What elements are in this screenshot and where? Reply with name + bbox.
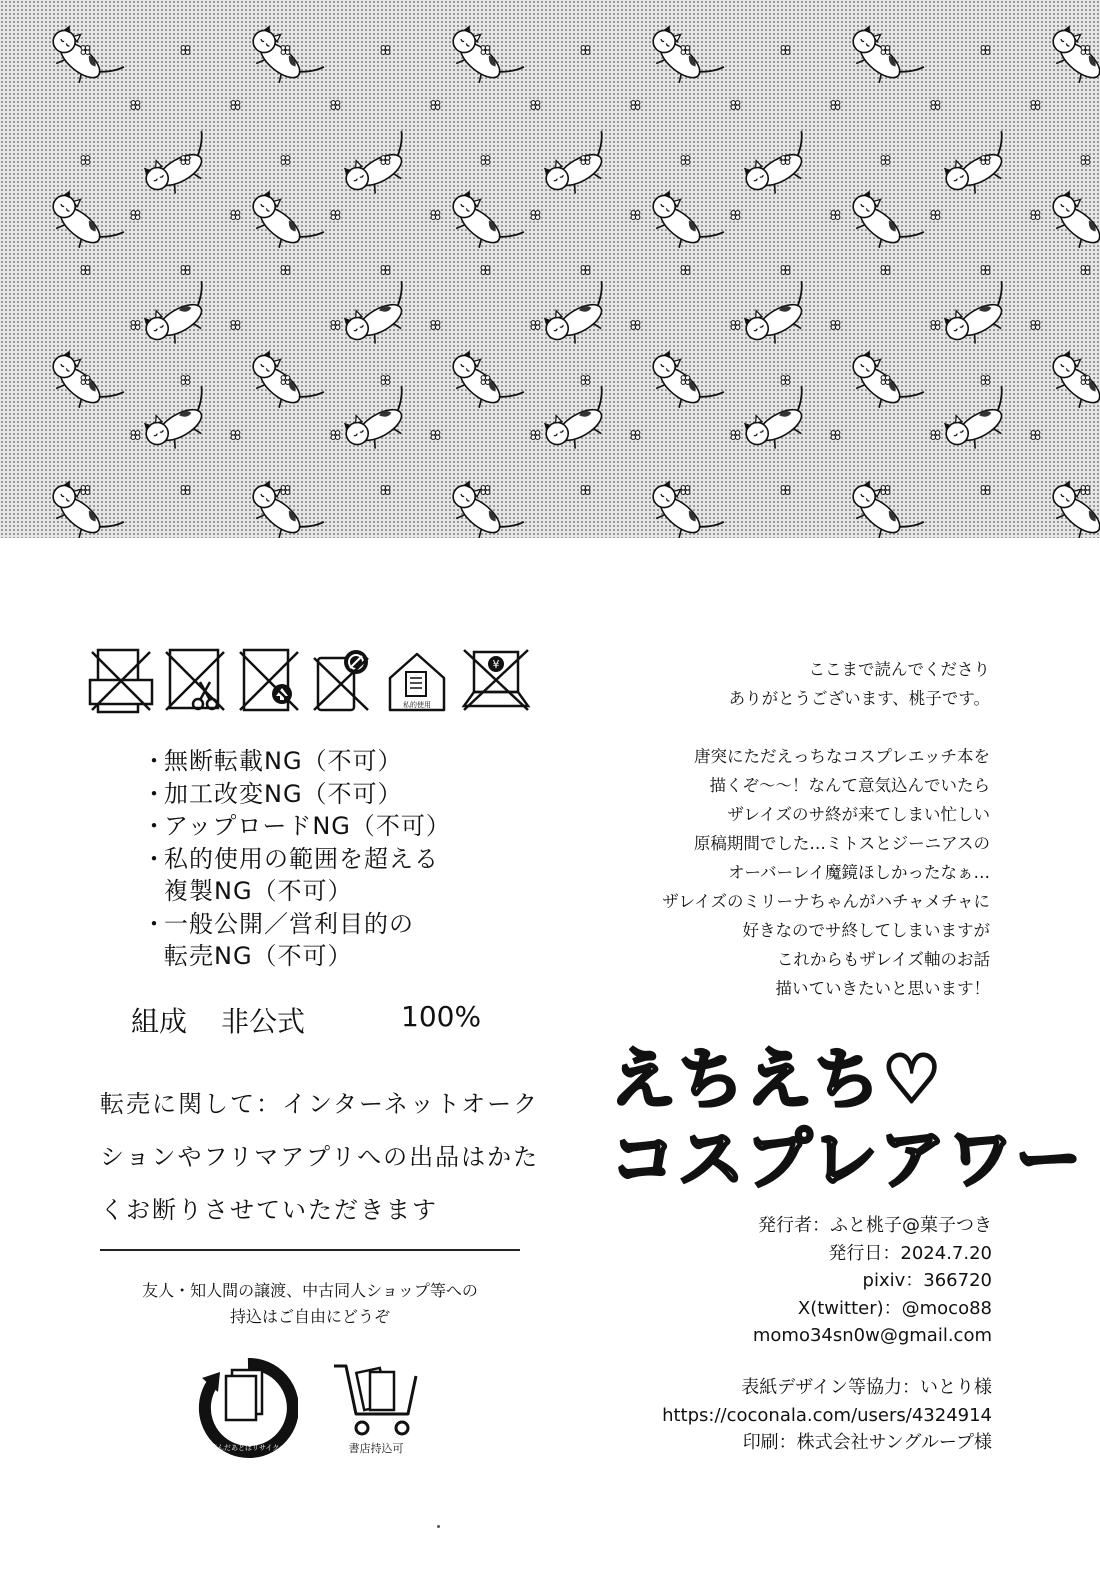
cat-icon xyxy=(842,185,924,263)
clover-icon xyxy=(631,431,640,440)
clover-icon xyxy=(731,101,740,110)
clover-icon xyxy=(531,431,540,440)
clover-icon xyxy=(1081,266,1090,275)
clover-icon xyxy=(481,156,490,165)
private-use-label: 私的使用 xyxy=(403,701,431,709)
cat-icon xyxy=(442,475,524,538)
clover-icon xyxy=(1081,486,1090,495)
composition-percent: 100% xyxy=(401,1000,482,1033)
clover-icon xyxy=(231,211,240,220)
no-copy-icon xyxy=(88,648,154,714)
cat-icon xyxy=(1042,475,1100,538)
clover-icon xyxy=(131,321,140,330)
cat-icon xyxy=(738,281,822,353)
clover-icon xyxy=(181,46,190,55)
clover-icon xyxy=(831,321,840,330)
resale-notice: 転売に関して：インターネットオークションやフリマアプリへの出品はかたくお断りさせていただきます xyxy=(100,1090,540,1224)
clover-icon xyxy=(131,211,140,220)
clover-icon xyxy=(181,376,190,385)
clover-icon xyxy=(631,101,640,110)
ng-list xyxy=(142,745,542,973)
divider xyxy=(100,1249,520,1251)
clover-icon xyxy=(581,46,590,55)
clover-icon xyxy=(281,266,290,275)
cat-icon xyxy=(738,386,822,458)
cat-icon xyxy=(938,281,1022,353)
title-line-1: えちえち♡ xyxy=(610,1041,944,1118)
shop-cart-icon xyxy=(330,1362,422,1458)
prohibition-icons xyxy=(88,648,538,718)
clover-icon xyxy=(1031,431,1040,440)
cat-icon xyxy=(42,185,124,263)
clover-icon xyxy=(531,321,540,330)
clover-icon xyxy=(781,486,790,495)
pixiv-id: pixiv：366720 xyxy=(862,1270,992,1291)
clover-icon xyxy=(181,266,190,275)
cat-icon xyxy=(538,131,622,203)
clover-icon xyxy=(731,211,740,220)
cat-icon xyxy=(338,386,422,458)
clover-icon xyxy=(881,266,890,275)
clover-icon xyxy=(1031,321,1040,330)
clover-icon xyxy=(381,46,390,55)
clover-icon xyxy=(431,321,440,330)
clover-icon xyxy=(781,376,790,385)
clover-icon xyxy=(431,431,440,440)
cat-icon xyxy=(242,475,324,538)
clover-icon xyxy=(331,321,340,330)
book-title xyxy=(610,1040,1084,1200)
clover-icon xyxy=(381,266,390,275)
no-phone-icon xyxy=(310,648,376,714)
composition-label: 組成 xyxy=(131,1005,188,1038)
clover-icon xyxy=(131,101,140,110)
clover-icon xyxy=(781,266,790,275)
ng-item: ・ 一般公開／営利目的の 転売NG（不可） xyxy=(142,909,414,970)
cat-icon xyxy=(642,185,724,263)
clover-icon xyxy=(831,211,840,220)
clover-icon xyxy=(231,321,240,330)
clover-icon xyxy=(131,431,140,440)
clover-icon xyxy=(81,266,90,275)
stray-mark xyxy=(437,1525,440,1528)
clover-icon xyxy=(531,211,540,220)
clover-icon xyxy=(781,46,790,55)
cat-icon xyxy=(138,131,222,203)
clover-icon xyxy=(731,321,740,330)
cat-pattern xyxy=(0,0,1100,538)
clover-icon xyxy=(931,431,940,440)
design-credit: 表紙デザイン等協力：いとり様 xyxy=(741,1377,992,1398)
clover-icon xyxy=(681,156,690,165)
clover-icon xyxy=(631,321,640,330)
publish-date: 発行日：2024.7.20 xyxy=(828,1242,992,1264)
cat-icon xyxy=(442,185,524,263)
cat-icon xyxy=(242,185,324,263)
clover-icon xyxy=(331,101,340,110)
cat-pattern-background xyxy=(0,0,1100,538)
afterword-paragraph: ここまで読んでくださり ありがとうございます、桃子です。 xyxy=(728,660,990,708)
cat-icon xyxy=(842,475,924,538)
clover-icon xyxy=(81,156,90,165)
clover-icon xyxy=(681,486,690,495)
clover-icon xyxy=(181,486,190,495)
twitter-handle: X(twitter)：@moco88 xyxy=(797,1297,992,1319)
cat-icon xyxy=(138,281,222,353)
clover-icon xyxy=(1031,211,1040,220)
cat-icon xyxy=(242,20,324,98)
clover-icon xyxy=(731,431,740,440)
cat-icon xyxy=(338,281,422,353)
cat-icon xyxy=(1042,20,1100,98)
cat-icon xyxy=(642,20,724,98)
recycle-label: 読んだあとはリサイクル xyxy=(209,1444,287,1452)
clover-icon xyxy=(481,266,490,275)
clover-icon xyxy=(431,101,440,110)
cat-icon xyxy=(738,131,822,203)
clover-icon xyxy=(431,211,440,220)
clover-icon xyxy=(831,431,840,440)
clover-icon xyxy=(581,266,590,275)
clover-icon xyxy=(1081,156,1090,165)
svg-text:¥: ¥ xyxy=(492,658,500,671)
clover-icon xyxy=(581,376,590,385)
clover-icon xyxy=(1031,101,1040,110)
clover-icon xyxy=(81,486,90,495)
recycle-icon xyxy=(198,1358,298,1458)
composition-value: 非公式 xyxy=(221,1005,306,1038)
cat-icon xyxy=(138,386,222,458)
clover-icon xyxy=(281,156,290,165)
cat-icon xyxy=(338,131,422,203)
clover-icon xyxy=(281,486,290,495)
clover-icon xyxy=(331,211,340,220)
printer-credit: 印刷：株式会社サングループ様 xyxy=(742,1432,992,1453)
clover-icon xyxy=(531,101,540,110)
clover-icon xyxy=(231,431,240,440)
cat-icon xyxy=(538,386,622,458)
clover-icon xyxy=(981,376,990,385)
cat-icon xyxy=(442,20,524,98)
private-use-house-icon xyxy=(384,648,450,714)
cat-icon xyxy=(1042,345,1100,423)
cat-icon xyxy=(842,20,924,98)
clover-icon xyxy=(981,266,990,275)
composition-line xyxy=(131,1000,531,1040)
clover-icon xyxy=(481,486,490,495)
friends-notice: 友人・知人間の譲渡、中古同人ショップ等への 持込はご自由にどうぞ xyxy=(142,1281,478,1326)
clover-icon xyxy=(881,486,890,495)
clover-icon xyxy=(831,101,840,110)
clover-icon xyxy=(931,101,940,110)
colophon xyxy=(600,1212,992,1350)
title-line-2: コスプレアワー xyxy=(610,1121,1084,1198)
clover-icon xyxy=(931,321,940,330)
ng-item: ・ アップロードNG（不可） xyxy=(142,812,451,840)
credits xyxy=(600,1374,992,1457)
no-cut-icon xyxy=(162,648,228,714)
clover-icon xyxy=(381,486,390,495)
cat-icon xyxy=(642,475,724,538)
clover-icon xyxy=(381,376,390,385)
shop-label: 書店持込可 xyxy=(348,1442,404,1455)
email-address: momo34sn0w@gmail.com xyxy=(752,1325,992,1346)
clover-icon xyxy=(231,101,240,110)
ng-item: ・ 加工改変NG（不可） xyxy=(142,779,403,808)
clover-icon xyxy=(631,211,640,220)
clover-icon xyxy=(681,266,690,275)
cat-icon xyxy=(938,386,1022,458)
clover-icon xyxy=(881,156,890,165)
no-laptop-sale-icon xyxy=(460,648,532,714)
cat-icon xyxy=(938,131,1022,203)
afterword xyxy=(560,655,990,1032)
afterword-paragraph: 唐突にただえっちなコスプレエッチ本を 描くぞ〜〜！なんて意気込んでいたら ザレイズのサ終が来てしまい忙しい 原稿期間でした…ミトスとジーニアスの オーバーレイ魔鏡ほしかったなぁ… ザレイズのミリーナちゃんがハチャメチャに 好きなのでサ終してしまいますが これからもザレイズ軸のお話 描いていきたいと思います！ xyxy=(662,747,990,998)
cat-icon xyxy=(538,281,622,353)
cat-icon xyxy=(42,475,124,538)
clover-icon xyxy=(331,431,340,440)
ng-item: ・ 無断転載NG（不可） xyxy=(142,747,403,775)
clover-icon xyxy=(581,486,590,495)
ng-item: ・ 私的使用の範囲を超える 複製NG（不可） xyxy=(142,844,439,905)
cat-icon xyxy=(42,20,124,98)
no-upload-icon xyxy=(236,648,302,714)
clover-icon xyxy=(981,46,990,55)
clover-icon xyxy=(981,486,990,495)
clover-icon xyxy=(931,211,940,220)
cat-icon xyxy=(1042,185,1100,263)
design-credit-url: https://coconala.com/users/4324914 xyxy=(662,1404,992,1426)
publisher: 発行者：ふと桃子@菓子つき xyxy=(758,1215,992,1236)
